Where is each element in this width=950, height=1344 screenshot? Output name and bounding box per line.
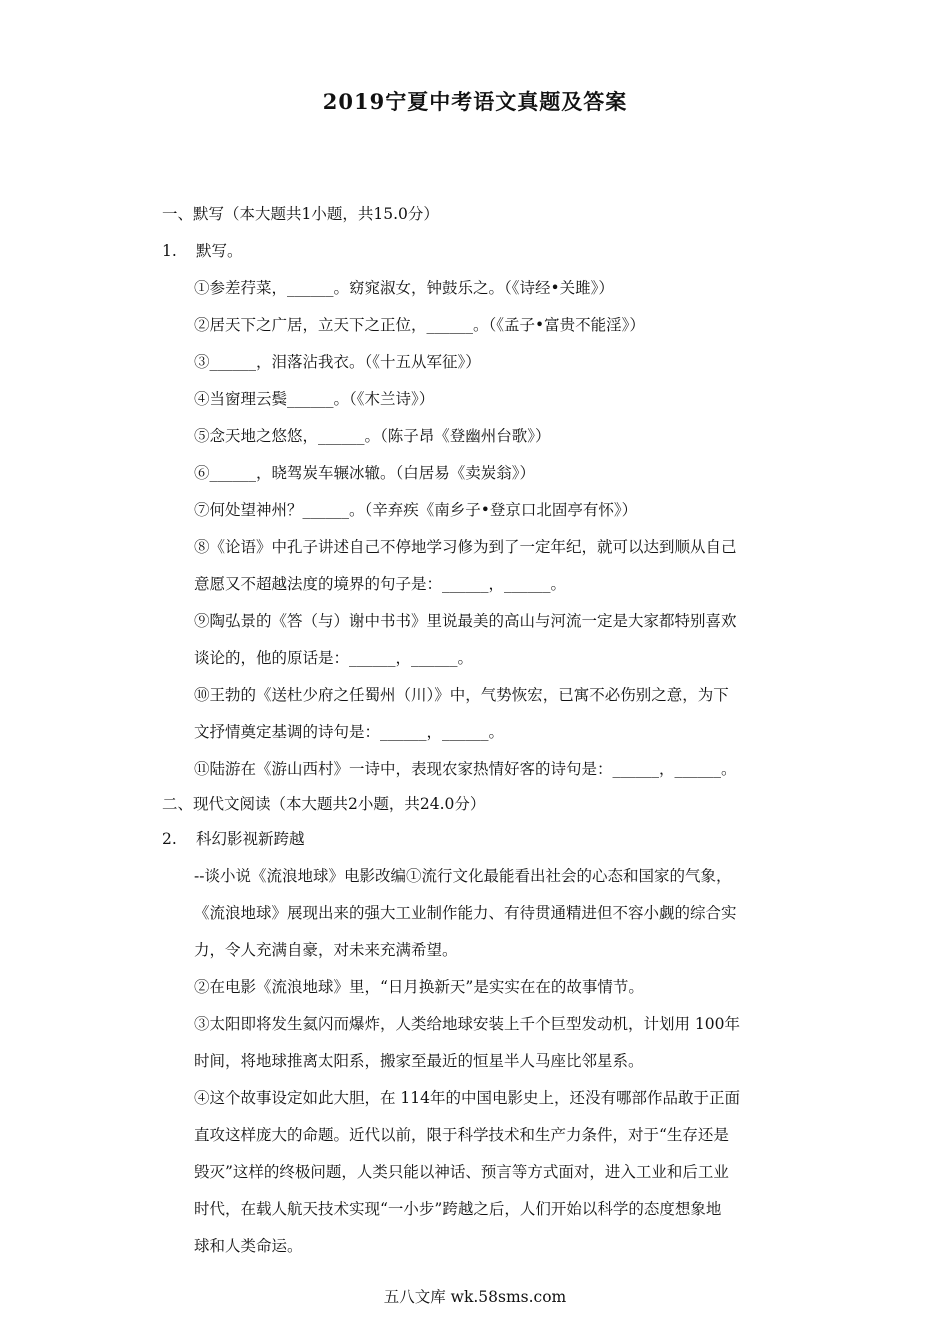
dictation-item-2: ②居天下之广居，立天下之正位，______。（《孟子•富贵不能淫》） <box>194 316 645 334</box>
dictation-item-7: ⑦何处望神州？______。（辛弃疾《南乡子•登京口北固亭有怀》） <box>194 501 638 519</box>
article-paragraph: 时代，在载人航天技术实现“一小步”跨越之后，人们开始以科学的态度想象地 <box>194 1200 722 1218</box>
dictation-item-10: ⑩王勃的《送杜少府之任蜀州（川）》中，气势恢宏，已寓不必伤别之意，为下 <box>194 686 729 704</box>
article-paragraph: 直攻这样庞大的命题。近代以前，限于科学技术和生产力条件，对于“生存还是 <box>194 1126 729 1144</box>
article-paragraph: 时间，将地球推离太阳系，搬家至最近的恒星半人马座比邻星系。 <box>194 1052 644 1070</box>
dictation-item-9-cont: 谈论的，他的原话是：______，______。 <box>194 649 474 667</box>
dictation-item-4: ④当窗理云鬓______。（《木兰诗》） <box>194 390 435 408</box>
article-paragraph: 球和人类命运。 <box>194 1237 303 1255</box>
page-title: 2019宁夏中考语文真题及答案 <box>322 89 628 114</box>
article-paragraph: 力，令人充满自豪，对未来充满希望。 <box>194 941 458 959</box>
article-paragraph: 《流浪地球》展现出来的强大工业制作能力、有待贯通精进但不容小觑的综合实 <box>194 904 737 922</box>
dictation-item-10-cont: 文抒情奠定基调的诗句是：______，______。 <box>194 723 505 741</box>
section-heading-2: 二、现代文阅读（本大题共2小题，共24.0分） <box>162 795 486 813</box>
dictation-item-6: ⑥______，晓驾炭车辗冰辙。（白居易《卖炭翁》） <box>194 464 536 482</box>
page-footer: 五八文库 wk.58sms.com <box>383 1288 567 1306</box>
section-heading-1: 一、默写（本大题共1小题，共15.0分） <box>162 205 439 223</box>
dictation-item-8: ⑧《论语》中孔子讲述自己不停地学习修为到了一定年纪，就可以达到顺从自己 <box>194 538 737 556</box>
article-paragraph: 毁灭”这样的终极问题，人类只能以神话、预言等方式面对，进入工业和后工业 <box>194 1163 729 1181</box>
question-number: 2. <box>162 830 177 848</box>
dictation-item-11: ⑪陆游在《游山西村》一诗中，表现农家热情好客的诗句是：______，______。 <box>194 760 737 778</box>
article-paragraph: ④这个故事设定如此大胆，在 114年的中国电影史上，还没有哪部作品敢于正面 <box>194 1089 741 1107</box>
article-paragraph: ②在电影《流浪地球》里，“日月换新天”是实实在在的故事情节。 <box>194 978 644 996</box>
dictation-item-1: ①参差荇菜，______。窈窕淑女，钟鼓乐之。（《诗经•关雎》） <box>194 279 614 297</box>
dictation-item-8-cont: 意愿又不超越法度的境界的句子是：______，______。 <box>194 575 567 593</box>
article-paragraph: --谈小说《流浪地球》电影改编①流行文化最能看出社会的心态和国家的气象， <box>194 867 732 885</box>
dictation-item-9: ⑨陶弘景的《答（与）谢中书书》里说最美的高山与河流一定是大家都特别喜欢 <box>194 612 737 630</box>
article-paragraph: ③太阳即将发生氦闪而爆炸，人类给地球安装上千个巨型发动机，计划用 100年 <box>194 1015 741 1033</box>
question-number: 1. <box>162 242 177 260</box>
dictation-item-3: ③______，泪落沾我衣。（《十五从军征》） <box>194 353 481 371</box>
question-text: 默写。 <box>196 242 243 260</box>
article-title: 科幻影视新跨越 <box>196 830 305 848</box>
dictation-item-5: ⑤念天地之悠悠，______。（陈子昂《登幽州台歌》） <box>194 427 551 445</box>
